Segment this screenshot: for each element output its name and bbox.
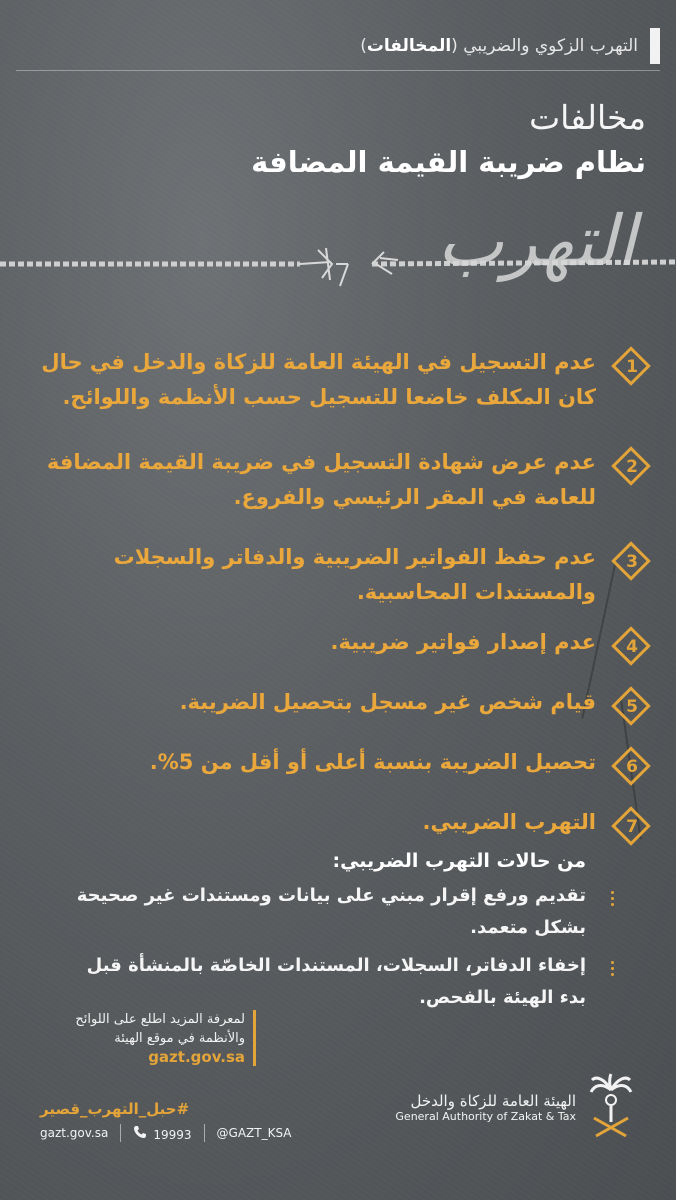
number-badge: 6 bbox=[610, 745, 654, 789]
item-text: قيام شخص غير مسجل بتحصيل الضريبة. bbox=[179, 690, 596, 714]
item-text: عدم التسجيل في الهيئة العامة للزكاة والدخل في حال كان المكلف خاضعا للتسجيل حسب الأنظمة واللوائح. bbox=[41, 350, 596, 409]
list-item bbox=[14, 805, 654, 849]
page-title: مخالفات bbox=[529, 98, 646, 137]
hashtag: #حبل_التهرب_قصير bbox=[40, 1100, 190, 1118]
info-url-link[interactable]: gazt.gov.sa bbox=[148, 1048, 245, 1066]
item-text: عدم إصدار فواتير ضريبية. bbox=[330, 630, 596, 654]
item-text: تحصيل الضريبة بنسبة أعلى أو أقل من 5%. bbox=[149, 750, 596, 774]
logo-arabic-name: الهيئة العامة للزكاة والدخل bbox=[410, 1091, 576, 1110]
number-badge: 7 bbox=[610, 805, 654, 849]
number-badge: 2 bbox=[610, 445, 654, 489]
case-item bbox=[66, 880, 586, 944]
item-text: التهرب الضريبي. bbox=[422, 810, 596, 834]
organization-logo bbox=[395, 1072, 636, 1142]
logo-english-name: General Authority of Zakat & Tax bbox=[395, 1109, 576, 1123]
header-accent-bar bbox=[650, 28, 660, 64]
header-divider bbox=[16, 70, 660, 71]
info-line-1: لمعرفة المزيد اطلع على اللوائح bbox=[75, 1012, 245, 1027]
number-badge: 3 bbox=[610, 540, 654, 584]
phone-contact[interactable] bbox=[133, 1125, 191, 1142]
header-title bbox=[360, 36, 638, 56]
case-text: إخفاء الدفاتر، السجلات، المستندات الخاصّة بالمنشأة قبل بدء الهيئة بالفحص. bbox=[86, 955, 586, 1008]
page-subtitle: نظام ضريبة القيمة المضافة bbox=[251, 145, 646, 179]
list-item bbox=[14, 685, 654, 729]
rope-word: التهرب bbox=[437, 200, 636, 282]
page-header bbox=[360, 26, 660, 66]
number-badge: 4 bbox=[610, 625, 654, 669]
case-text: تقديم ورفع إقرار مبني على بيانات ومستندات غير صحيحة بشكل متعمد. bbox=[76, 885, 586, 938]
palm-swords-logo-icon bbox=[586, 1072, 636, 1142]
rope-illustration bbox=[0, 200, 676, 310]
footer-contacts bbox=[40, 1124, 292, 1142]
phone-icon bbox=[133, 1125, 147, 1139]
cases-heading: من حالات التهرب الضريبي: bbox=[332, 850, 586, 872]
phone-number: 19993 bbox=[153, 1127, 192, 1142]
list-item bbox=[14, 445, 654, 515]
number-badge: 5 bbox=[610, 685, 654, 729]
item-text: عدم حفظ الفواتير الضريبية والدفاتر والسجلات والمستندات المحاسبية. bbox=[113, 545, 596, 604]
list-item bbox=[14, 745, 654, 789]
list-item bbox=[14, 540, 654, 610]
info-line-2: والأنظمة في موقع الهيئة bbox=[114, 1031, 245, 1046]
case-item bbox=[66, 950, 586, 1014]
header-suffix: ) bbox=[360, 36, 367, 56]
footer-divider bbox=[120, 1124, 121, 1142]
bullet-dots-icon bbox=[608, 888, 614, 909]
header-highlight: المخالفات bbox=[366, 36, 452, 56]
number-badge: 1 bbox=[610, 345, 654, 389]
item-text: عدم عرض شهادة التسجيل في ضريبة القيمة المضافة للعامة في المقر الرئيسي والفروع. bbox=[46, 450, 596, 509]
footer-site-link[interactable]: gazt.gov.sa bbox=[40, 1126, 109, 1140]
footer-handle-link[interactable]: @GAZT_KSA bbox=[216, 1126, 292, 1140]
bullet-dots-icon bbox=[608, 958, 614, 979]
list-item bbox=[14, 625, 654, 669]
list-item bbox=[14, 345, 654, 415]
header-prefix: التهرب الزكوي والضريبي ( bbox=[451, 36, 638, 56]
info-box bbox=[40, 1010, 256, 1066]
footer-divider bbox=[204, 1124, 205, 1142]
